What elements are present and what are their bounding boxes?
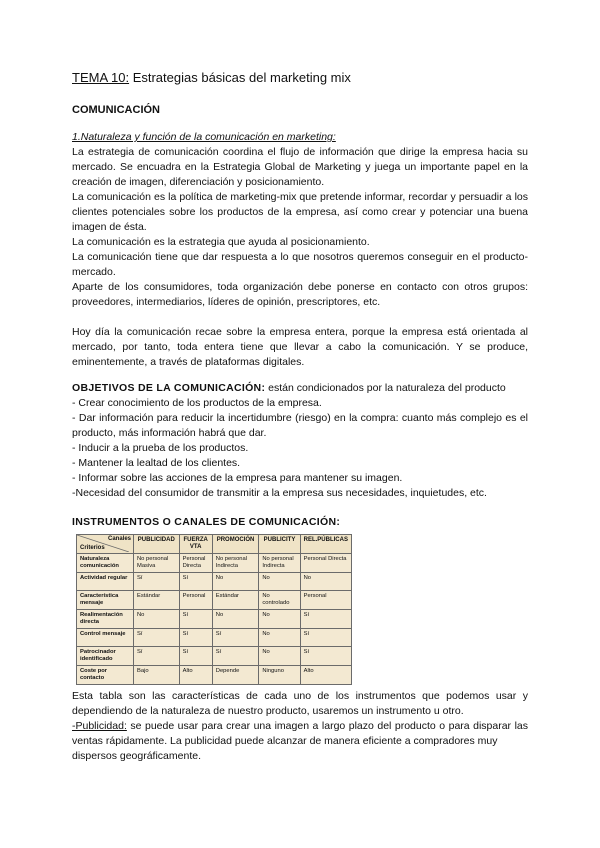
objectives-rest: están condicionados por la naturaleza del producto bbox=[265, 382, 506, 394]
table-cell: Personal Directa bbox=[300, 554, 351, 573]
table-cell: Sí bbox=[134, 629, 180, 647]
table-cell: Sí bbox=[300, 629, 351, 647]
table-row bbox=[77, 666, 352, 685]
objective-item: - Informar sobre las acciones de la empresa para mantener su imagen. bbox=[72, 472, 403, 484]
table-header-row bbox=[77, 535, 352, 554]
document-page bbox=[72, 70, 528, 764]
column-header: FUERZA VTA bbox=[179, 535, 212, 554]
table-cell: No bbox=[134, 610, 180, 629]
objective-item: - Mantener la lealtad de los clientes. bbox=[72, 457, 241, 469]
table-cell: No bbox=[259, 647, 300, 666]
intro-paragraph: Aparte de los consumidores, toda organización debe ponerse en contacto con otros grupos: proveedores, intermediarios, líderes de opinión, prescriptores, etc. bbox=[72, 281, 528, 308]
table-cell: No controlado bbox=[259, 591, 300, 610]
column-header: PUBLICITY bbox=[259, 535, 300, 554]
intro-paragraph: La comunicación es la política de marketing-mix que pretende informar, recordar y persuadir a los clientes potenciales sobre los productos de la empresa, así como crear y potenciar una buena imagen de ésta. bbox=[72, 191, 528, 233]
table-row bbox=[77, 647, 352, 666]
table-cell: Bajo bbox=[134, 666, 180, 685]
publicidad-label: -Publicidad: bbox=[72, 720, 127, 732]
instruments-heading: INSTRUMENTOS O CANALES DE COMUNICACIÓN: bbox=[72, 516, 341, 528]
table-cell: Sí bbox=[179, 647, 212, 666]
table-cell: No bbox=[212, 610, 259, 629]
table-cell: No bbox=[300, 573, 351, 591]
title-text: Estrategias básicas del marketing mix bbox=[129, 70, 351, 85]
table-cell: Depende bbox=[212, 666, 259, 685]
table-cell: No bbox=[212, 573, 259, 591]
table-row bbox=[77, 554, 352, 573]
corner-bottom-label: Criterios bbox=[80, 545, 105, 551]
table-cell: No bbox=[259, 610, 300, 629]
table-cell: Sí bbox=[134, 573, 180, 591]
page-title bbox=[72, 70, 528, 85]
intro-paragraph: La comunicación es la estrategia que ayuda al posicionamiento. bbox=[72, 236, 370, 248]
row-label: Patrocinador identificado bbox=[77, 647, 134, 666]
table-cell: Sí bbox=[212, 647, 259, 666]
table-corner bbox=[77, 535, 134, 554]
table-cell: No bbox=[259, 573, 300, 591]
row-label: Característica mensaje bbox=[77, 591, 134, 610]
table-row bbox=[77, 591, 352, 610]
publicidad-text: se puede usar para crear una imagen a largo plazo del producto o para disparar las ventas rápidamente. La publicidad puede alcanzar de manera eficiente a compradores muy bbox=[72, 720, 528, 747]
table-row bbox=[77, 610, 352, 629]
table-cell: Sí bbox=[179, 573, 212, 591]
table-note: Esta tabla son las características de cada uno de los instrumentos que podemos usar y dependiendo de la naturaleza de nuestro producto, usaremos un instrumento u otro. bbox=[72, 690, 528, 717]
row-label: Coste por contacto bbox=[77, 666, 134, 685]
row-label: Naturaleza comunicación bbox=[77, 554, 134, 573]
column-header: PROMOCIÓN bbox=[212, 535, 259, 554]
table-cell: Estándar bbox=[134, 591, 180, 610]
today-paragraph: Hoy día la comunicación recae sobre la empresa entera, porque la empresa está orientada al mercado, por tanto, toda entera tiene que llevar a cabo la comunicación. Y se produce, eminentemente, a través de plataformas digitales. bbox=[72, 326, 528, 368]
table-cell: Sí bbox=[179, 610, 212, 629]
objectives-title: OBJETIVOS DE LA COMUNICACIÓN: bbox=[72, 382, 266, 394]
table-row bbox=[77, 629, 352, 647]
table-cell: Sí bbox=[300, 610, 351, 629]
subheading: 1.Naturaleza y función de la comunicación en marketing: bbox=[72, 131, 336, 143]
table-cell: Sí bbox=[134, 647, 180, 666]
table-cell: Alto bbox=[300, 666, 351, 685]
table-cell: Sí bbox=[179, 629, 212, 647]
title-prefix: TEMA 10: bbox=[72, 70, 130, 85]
publicidad-paragraph bbox=[72, 719, 528, 749]
publicidad-continuation: dispersos geográficamente. bbox=[72, 750, 201, 762]
column-header: REL.PÚBLICAS bbox=[300, 535, 351, 554]
instruments-table bbox=[76, 534, 352, 685]
table-cell: Estándar bbox=[212, 591, 259, 610]
table-cell: No personal Masiva bbox=[134, 554, 180, 573]
intro-paragraph: La estrategia de comunicación coordina el flujo de información que dirige la empresa hacia su mercado. Se encuadra en la Estrategia Global de Marketing y juega un importante papel en la creación de imagen, diferenciación y posicionamiento. bbox=[72, 146, 528, 188]
objective-item: -Necesidad del consumidor de transmitir a la empresa sus necesidades, inquietudes, etc. bbox=[72, 487, 487, 499]
intro-paragraph: La comunicación tiene que dar respuesta a lo que nosotros queremos conseguir en el producto-mercado. bbox=[72, 251, 528, 278]
table-row bbox=[77, 573, 352, 591]
table-cell: Sí bbox=[300, 647, 351, 666]
column-header: PUBLICIDAD bbox=[134, 535, 180, 554]
table-cell: Ninguno bbox=[259, 666, 300, 685]
objective-item: - Dar información para reducir la incertidumbre (riesgo) en la compra: cuanto más complejo es el producto, más información habrá que dar. bbox=[72, 412, 528, 439]
corner-top-label: Canales bbox=[107, 536, 131, 542]
table-cell: No bbox=[259, 629, 300, 647]
row-label: Actividad regular bbox=[77, 573, 134, 591]
table-cell: No personal Indirecta bbox=[212, 554, 259, 573]
section-heading: COMUNICACIÓN bbox=[72, 104, 160, 116]
table-cell: Alto bbox=[179, 666, 212, 685]
table-cell: No personal Indirecta bbox=[259, 554, 300, 573]
table-cell: Personal bbox=[300, 591, 351, 610]
table-cell: Personal bbox=[179, 591, 212, 610]
objective-item: - Inducir a la prueba de los productos. bbox=[72, 442, 249, 454]
objectives-heading bbox=[72, 381, 528, 396]
table-cell: Sí bbox=[212, 629, 259, 647]
row-label: Control mensaje bbox=[77, 629, 134, 647]
objective-item: - Crear conocimiento de los productos de la empresa. bbox=[72, 397, 322, 409]
row-label: Realimentación directa bbox=[77, 610, 134, 629]
table-cell: Personal Directa bbox=[179, 554, 212, 573]
